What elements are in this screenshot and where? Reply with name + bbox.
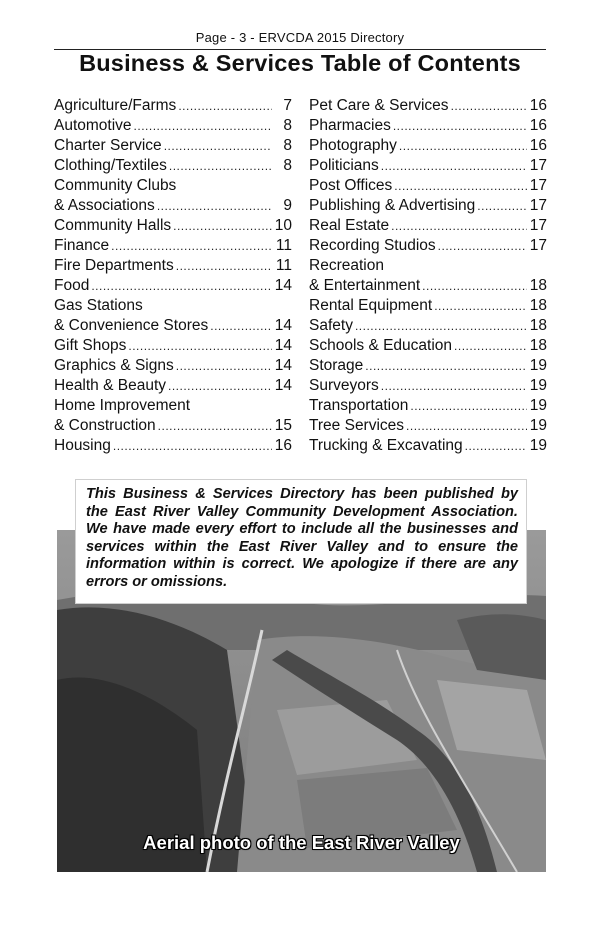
toc-entry-label: Pet Care & Services xyxy=(309,97,449,114)
toc-entry xyxy=(309,96,547,116)
toc-entry xyxy=(309,316,547,336)
toc-entry-page: 17 xyxy=(529,237,547,254)
toc-entry xyxy=(309,196,547,216)
toc-entry-page: 11 xyxy=(275,237,292,254)
toc-dot-leader xyxy=(173,216,272,236)
toc-entry xyxy=(309,136,547,156)
toc-entry-label: Gift Shops xyxy=(54,337,127,354)
toc-entry xyxy=(309,276,547,296)
toc-entry xyxy=(54,356,292,376)
toc-entry-page: 19 xyxy=(529,437,547,454)
toc-dot-leader xyxy=(157,196,272,216)
toc-dot-leader xyxy=(406,416,527,436)
toc-dot-leader xyxy=(169,156,272,176)
directory-notice: This Business & Services Directory has been published by the East River Valley Community Development Association. We have made every effort to include all the businesses and services within the East River Valley and to ensure the information within is correct. We apologize if there are any errors or omissions. xyxy=(75,479,527,604)
toc-entry-page: 17 xyxy=(529,217,547,234)
toc-entry-label: & Entertainment xyxy=(309,277,421,294)
toc-entry-label: Clothing/Textiles xyxy=(54,157,167,174)
toc-entry xyxy=(54,196,292,216)
toc-dot-leader xyxy=(391,216,527,236)
toc-entry xyxy=(54,156,292,176)
toc-entry-label: Recording Studios xyxy=(309,237,436,254)
toc-entry-label: Home Improvement xyxy=(54,397,191,414)
toc-entry-page: 19 xyxy=(529,397,547,414)
toc-entry xyxy=(54,436,292,456)
toc-entry-page: 8 xyxy=(283,157,292,174)
toc-dot-leader xyxy=(381,156,527,176)
toc-entry-label: & Construction xyxy=(54,417,156,434)
toc-dot-leader xyxy=(178,96,272,116)
toc-entry-page: 15 xyxy=(274,417,292,434)
toc-dot-leader xyxy=(91,276,272,296)
toc-entry-label: Safety xyxy=(309,317,353,334)
toc-entry-label: Surveyors xyxy=(309,377,379,394)
toc-dot-leader xyxy=(365,356,527,376)
toc-dot-leader xyxy=(176,256,272,276)
toc-entry xyxy=(54,96,292,116)
toc-entry-label: Agriculture/Farms xyxy=(54,97,177,114)
toc-dot-leader xyxy=(422,276,527,296)
toc-entry xyxy=(54,236,292,256)
toc-entry-page: 10 xyxy=(274,217,292,234)
toc-entry-page: 16 xyxy=(274,437,292,454)
toc-entry-label: & Associations xyxy=(54,197,155,214)
toc-dot-leader xyxy=(465,436,527,456)
toc-entry-page: 11 xyxy=(275,257,292,274)
toc-entry xyxy=(54,336,292,356)
toc-entry xyxy=(54,396,292,416)
page-header: Page - 3 - ERVCDA 2015 Directory xyxy=(195,30,405,45)
toc-entry-label: Food xyxy=(54,277,90,294)
toc-entry xyxy=(54,136,292,156)
toc-dot-leader xyxy=(128,336,272,356)
toc-entry-label: Storage xyxy=(309,357,364,374)
toc-entry xyxy=(309,416,547,436)
toc-entry xyxy=(54,116,292,136)
toc-entry-page: 14 xyxy=(274,277,292,294)
toc-entry-label: Graphics & Signs xyxy=(54,357,174,374)
toc-entry-page: 18 xyxy=(529,317,547,334)
toc-entry-label: & Convenience Stores xyxy=(54,317,209,334)
toc-entry-page: 7 xyxy=(283,97,292,114)
toc-entry-label: Schools & Education xyxy=(309,337,453,354)
toc-dot-leader xyxy=(176,356,272,376)
toc-dot-leader xyxy=(210,316,272,336)
toc-entry-label: Photography xyxy=(309,137,397,154)
toc-entry-page: 19 xyxy=(529,417,547,434)
toc-entry xyxy=(309,156,547,176)
toc-entry xyxy=(309,236,547,256)
toc-entry xyxy=(54,316,292,336)
toc-entry-label: Trucking & Excavating xyxy=(309,437,463,454)
toc-dot-leader xyxy=(164,136,272,156)
toc-left-column xyxy=(54,96,292,456)
toc-entry xyxy=(309,116,547,136)
toc-entry-label: Charter Service xyxy=(54,137,162,154)
toc-entry-page: 14 xyxy=(274,357,292,374)
toc-entry-label: Tree Services xyxy=(309,417,405,434)
toc-entry xyxy=(54,216,292,236)
toc-entry xyxy=(54,376,292,396)
toc-entry-page: 17 xyxy=(529,177,547,194)
toc-entry-page: 16 xyxy=(529,97,547,114)
toc-entry-label: Real Estate xyxy=(309,217,390,234)
toc-entry-label: Gas Stations xyxy=(54,297,143,314)
toc-entry xyxy=(54,276,292,296)
toc-entry-page: 18 xyxy=(529,297,547,314)
toc-entry-label: Rental Equipment xyxy=(309,297,433,314)
toc-dot-leader xyxy=(399,136,527,156)
toc-dot-leader xyxy=(394,176,527,196)
toc-entry xyxy=(309,176,547,196)
toc-entry xyxy=(54,176,292,196)
toc-dot-leader xyxy=(355,316,527,336)
toc-entry-page: 16 xyxy=(529,137,547,154)
toc-dot-leader xyxy=(451,96,527,116)
toc-entry xyxy=(309,356,547,376)
page-title: Business & Services Table of Contents xyxy=(79,50,521,76)
toc-dot-leader xyxy=(434,296,527,316)
toc-dot-leader xyxy=(393,116,527,136)
toc-entry xyxy=(54,296,292,316)
toc-entry-label: Fire Departments xyxy=(54,257,174,274)
toc-entry xyxy=(309,296,547,316)
toc-entry-label: Recreation xyxy=(309,257,384,274)
toc-entry-label: Finance xyxy=(54,237,110,254)
toc-entry xyxy=(309,436,547,456)
photo-caption: Aerial photo of the East River Valley xyxy=(143,832,460,853)
toc-dot-leader xyxy=(477,196,527,216)
toc-entry-page: 19 xyxy=(529,357,547,374)
toc-entry-page: 8 xyxy=(283,137,292,154)
toc-entry-page: 14 xyxy=(274,317,292,334)
toc-dot-leader xyxy=(168,376,272,396)
toc-dot-leader xyxy=(381,376,527,396)
toc-entry-page: 9 xyxy=(283,197,292,214)
toc-dot-leader xyxy=(134,116,272,136)
toc-entry-label: Community Clubs xyxy=(54,177,177,194)
toc-dot-leader xyxy=(454,336,527,356)
toc-entry-label: Pharmacies xyxy=(309,117,391,134)
toc-entry-page: 14 xyxy=(274,337,292,354)
toc-entry-label: Transportation xyxy=(309,397,409,414)
toc-entry-page: 18 xyxy=(529,337,547,354)
toc-entry-label: Politicians xyxy=(309,157,379,174)
toc-dot-leader xyxy=(410,396,527,416)
toc-entry-label: Automotive xyxy=(54,117,132,134)
toc-entry xyxy=(309,376,547,396)
toc-entry-page: 17 xyxy=(529,197,547,214)
toc-entry-label: Publishing & Advertising xyxy=(309,197,476,214)
toc-entry-page: 14 xyxy=(274,377,292,394)
toc-entry-page: 19 xyxy=(529,377,547,394)
toc-dot-leader xyxy=(113,436,272,456)
toc-entry-label: Community Halls xyxy=(54,217,172,234)
toc-entry xyxy=(309,256,547,276)
toc-dot-leader xyxy=(158,416,272,436)
toc-entry xyxy=(54,416,292,436)
toc-entry-label: Post Offices xyxy=(309,177,393,194)
toc-entry-page: 16 xyxy=(529,117,547,134)
toc-entry xyxy=(309,396,547,416)
toc-right-column xyxy=(309,96,547,456)
toc-dot-leader xyxy=(111,236,272,256)
toc-dot-leader xyxy=(438,236,527,256)
toc-entry xyxy=(309,336,547,356)
toc-entry-page: 8 xyxy=(283,117,292,134)
toc-entry-label: Health & Beauty xyxy=(54,377,167,394)
toc-entry-label: Housing xyxy=(54,437,111,454)
toc-entry-page: 17 xyxy=(529,157,547,174)
toc-entry xyxy=(54,256,292,276)
toc-entry xyxy=(309,216,547,236)
toc-entry-page: 18 xyxy=(529,277,547,294)
